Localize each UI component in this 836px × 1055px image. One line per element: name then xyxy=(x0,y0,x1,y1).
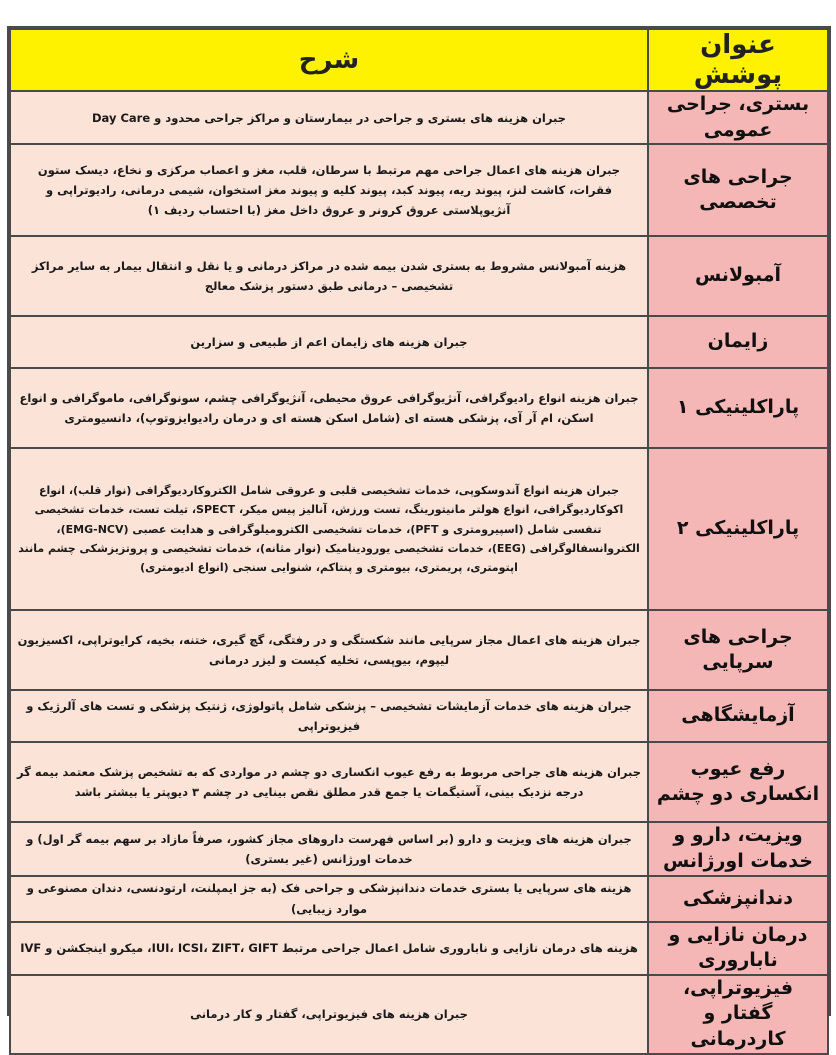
table-row xyxy=(10,610,828,690)
table-row xyxy=(10,690,828,742)
coverage-title: دندانپزشکی xyxy=(648,876,828,922)
coverage-description: جبران هزینه های فیزیوتراپی، گفتار و کار درمانی xyxy=(10,975,648,1054)
coverage-description: جبران هزینه انواع رادیوگرافی، آنژیوگرافی عروق محیطی، آنژیوگرافی چشم، سونوگرافی، ماموگرافی و انواع اسکن، ام آر آی، پزشکی هسته ای (شامل اسکن هسته ای و درمان رادیوایزوتوپ)، دانسیومتری xyxy=(10,368,648,448)
coverage-title: آزمایشگاهی xyxy=(648,690,828,742)
table-row xyxy=(10,876,828,922)
coverage-description: هزینه های سرپایی یا بستری خدمات دندانپزشکی و جراحی فک (به جز ایمپلنت، ارتودنسی، دندان مصنوعی و موارد زیبایی) xyxy=(10,876,648,922)
table-row xyxy=(10,368,828,448)
coverage-table-frame xyxy=(7,26,831,1051)
coverage-title: بستری، جراحی عمومی xyxy=(648,91,828,144)
coverage-description: جبران هزینه انواع آندوسکوپی، خدمات تشخیصی قلبی و عروقی شامل الکتروکاردیوگرافی (نوار قلب)، انواع اکوکاردیوگرافی، انواع هولتر مانیتورینگ، تست ورزش، آنالیز پیس میکر، SPECT، تیلت تست، خدمات تشخیصی تنفسی شامل (اسپیرومتری و PFT)، خدمات تشخیصی الکترومیلوگرافی و هدایت عصبی (EMG-NCV)، الکتروانسفالوگرافی (EEG)، خدمات تشخیصی یورودینامیک (نوار مثانه)، خدمات تشخیصی و پروتزیزشکی چشم مانند اپتومتری، پریمتری، بیومتری و پنتاکم، شنوایی سنجی (انواع ادیومتری) xyxy=(10,448,648,610)
table-row xyxy=(10,448,828,610)
coverage-description: جبران هزینه های بستری و جراحی در بیمارستان و مراکز جراحی محدود و Day Care xyxy=(10,91,648,144)
coverage-description: جبران هزینه های اعمال مجاز سرپایی مانند شکستگی و در رفتگی، گچ گیری، ختنه، بخیه، کرایوتراپی، اکسیزیون لیپوم، بیوپسی، تخلیه کیست و لیزر درمانی xyxy=(10,610,648,690)
coverage-description: جبران هزینه های جراحی مربوط به رفع عیوب انکساری دو چشم در مواردی که به تشخیص پزشک معتمد بیمه گر درجه نزدیک بینی، آستیگمات یا جمع قدر مطلق نقص بینایی در چشم ۳ دیوپتر یا بیشتر باشد xyxy=(10,742,648,822)
coverage-title: زایمان xyxy=(648,316,828,368)
coverage-title: فیزیوتراپی، گفتار و کاردرمانی xyxy=(648,975,828,1054)
table-row xyxy=(10,822,828,875)
coverage-description: جبران هزینه های اعمال جراحی مهم مرتبط با سرطان، قلب، مغز و اعصاب مرکزی و نخاع، دیسک ستون فقرات، کاشت لنز، پیوند ریه، پیوند کبد، پیوند کلیه و پیوند مغز استخوان، شیمی درمانی، رادیوتراپی و آنژیوپلاستی عروق کرونر و عروق داخل مغز (با احتساب ردیف ۱) xyxy=(10,144,648,236)
coverage-title: آمبولانس xyxy=(648,236,828,316)
coverage-description: هزینه آمبولانس مشروط به بستری شدن بیمه شده در مراکز درمانی و یا نقل و انتقال بیمار به سایر مراکز تشخیصی – درمانی طبق دستور پزشک معالج xyxy=(10,236,648,316)
coverage-title: رفع عیوب انکساری دو چشم xyxy=(648,742,828,822)
coverage-description: هزینه های درمان نازایی و ناباروری شامل اعمال جراحی مرتبط IUI، ICSI، ZIFT، GIFT، میکرو اینجکشن و IVF xyxy=(10,922,648,975)
table-row xyxy=(10,742,828,822)
coverage-title: جراحی های تخصصی xyxy=(648,144,828,236)
coverage-description: جبران هزینه های خدمات آزمایشات تشخیصی – پزشکی شامل پاتولوژی، ژنتیک پزشکی و تست های آلرژیک و فیزیوتراپی xyxy=(10,690,648,742)
coverage-title: ویزیت، دارو و خدمات اورژانس xyxy=(648,822,828,875)
coverage-title: درمان نازایی و ناباروری xyxy=(648,922,828,975)
coverage-title: جراحی های سرپایی xyxy=(648,610,828,690)
table-row xyxy=(10,236,828,316)
description-column-header: شرح xyxy=(10,29,648,91)
coverage-title: پاراکلینیکی ۲ xyxy=(648,448,828,610)
table-row xyxy=(10,91,828,144)
table-header-row xyxy=(10,29,828,91)
coverage-title: پاراکلینیکی ۱ xyxy=(648,368,828,448)
coverage-title-column-header: عنوان پوشش xyxy=(648,29,828,91)
table-row xyxy=(10,922,828,975)
table-row xyxy=(10,975,828,1054)
coverage-description: جبران هزینه های زایمان اعم از طبیعی و سزارین xyxy=(10,316,648,368)
coverage-description: جبران هزینه های ویزیت و دارو (بر اساس فهرست داروهای مجاز کشور، صرفاً مازاد بر سهم بیمه گر اول) و خدمات اورژانس (غیر بستری) xyxy=(10,822,648,875)
table-row xyxy=(10,144,828,236)
coverage-table xyxy=(9,28,829,1055)
table-row xyxy=(10,316,828,368)
